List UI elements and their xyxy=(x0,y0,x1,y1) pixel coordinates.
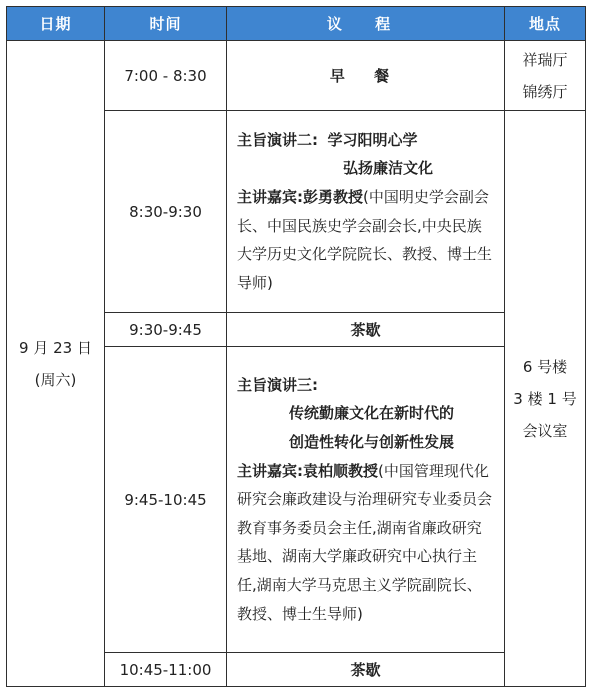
talk-title-line: 学习阳明心学 xyxy=(327,130,418,149)
speaker-desc: (中国管理现代化研究会廉政建设与治理研究专业委员会教育事务委员会主任,湖南省廉政研究基地、湖南大学廉政研究中心执行主任,湖南大学马克思主义学院副院长、教授、博士生导师) xyxy=(237,461,493,623)
place-line: 6 号楼 xyxy=(522,357,568,376)
agenda-cell: 茶歇 xyxy=(227,313,505,347)
speaker-info xyxy=(237,183,496,297)
time-cell: 8:30-9:30 xyxy=(105,111,227,313)
talk-title-line: 创造性转化与创新性发展 xyxy=(289,433,455,452)
main-place-cell xyxy=(505,111,586,687)
time-cell: 9:30-9:45 xyxy=(105,313,227,347)
talk-title-line: 弘扬廉洁文化 xyxy=(343,159,434,178)
speaker-desc: (中国明史学会副会长、中国民族史学会副会长,中央民族大学历史文化学院院长、教授、博士生导师) xyxy=(237,187,493,292)
talk-label: 主旨演讲二: xyxy=(237,130,318,149)
agenda-cell xyxy=(227,347,505,653)
talk-label: 主旨演讲三: xyxy=(237,375,318,394)
date-cell xyxy=(7,41,105,687)
place-cell xyxy=(505,41,586,111)
speaker-label: 主讲嘉宾: xyxy=(237,187,303,206)
agenda-cell: 茶歇 xyxy=(227,653,505,687)
place-line: 祥瑞厅 xyxy=(522,50,568,69)
header-time: 时间 xyxy=(105,7,227,41)
agenda-cell xyxy=(227,111,505,313)
speaker-name: 彭勇教授 xyxy=(303,187,364,206)
talk-title-line: 传统勤廉文化在新时代的 xyxy=(289,404,455,423)
schedule-table xyxy=(6,6,586,687)
time-cell: 10:45-11:00 xyxy=(105,653,227,687)
place-line: 会议室 xyxy=(522,421,568,440)
header-row xyxy=(7,7,586,41)
place-line: 3 楼 1 号 xyxy=(513,389,577,408)
weekday-text: (周六) xyxy=(34,370,77,389)
header-date: 日期 xyxy=(7,7,105,41)
speaker-name: 袁柏顺教授 xyxy=(303,461,379,480)
talk-title xyxy=(237,126,496,155)
agenda-cell: 早 餐 xyxy=(227,41,505,111)
time-cell: 9:45-10:45 xyxy=(105,347,227,653)
header-place: 地点 xyxy=(505,7,586,41)
place-line: 锦绣厅 xyxy=(522,82,568,101)
time-cell: 7:00 - 8:30 xyxy=(105,41,227,111)
speaker-info xyxy=(237,457,496,629)
header-agenda: 议 程 xyxy=(227,7,505,41)
date-text: 9 月 23 日 xyxy=(19,338,92,357)
speaker-label: 主讲嘉宾: xyxy=(237,461,303,480)
table-row xyxy=(7,41,586,111)
